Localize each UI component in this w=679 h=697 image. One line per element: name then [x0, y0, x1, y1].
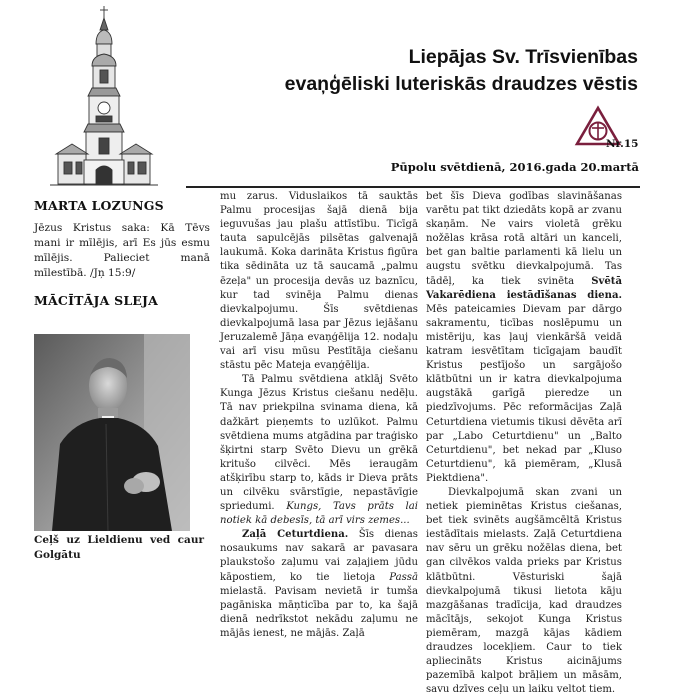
article-column-2 [220, 190, 418, 641]
col3-p1-rest: Mēs pateicamies Dievam par dārgo sakramentu, ticības noslēpumu un mistēriju, kas ļauj vienkāršā veidā katram iesvētītam ticīgajam baudīt Kristus pestījošo un sargājošo klātbūtni un ir katra dievkalpojuma augstākā garīgā pieredze un piedzīvojums. Pēc reformācijas Zaļā Ceturtdiena vietumis tikusi dēvēta arī par „Labo Ceturtdienu" un „Balto Ceturtdienu", bet nekad par „Kluso Ceturtdienu", kā piemēram, „Klusā Piektdiena". [426, 303, 622, 484]
pastor-photo [34, 334, 190, 531]
col3-p1-text: bet šīs Dieva godības slavināšanas varētu pat tikt dziedāts kopā ar zvanu skaņām. Ne vairs violetā grēku nožēlas krāsa rotā altāri un kanceli, bet gan baltie parlamenti kā lielu un augstu svētku dievkalpojumā. Tas tādēļ, ka tiek svinēta [426, 191, 622, 287]
lozungs-heading: MARTA LOZUNGS [34, 198, 164, 213]
col2-p3-italic: Passā [389, 571, 418, 583]
header-rule [186, 186, 640, 188]
col2-p2-italic: Kungs, Tavs prāts lai notiek kā debesīs, tā arī virs zemes... [220, 501, 418, 527]
lozungs-text: Jēzus Kristus saka: Kā Tēvs mani ir mīlējis, arī Es jūs esmu mīlējis. Palieciet manā mīlestībā. /Jņ 15:9/ [34, 222, 210, 279]
col2-paragraph-2 [220, 373, 418, 528]
photo-caption: Ceļš uz Lieldienu ved caur Golgātu [34, 534, 204, 561]
col2-p3-lead: Zaļā Ceturtdiena. [242, 529, 349, 541]
col2-p3-text: Šīs dienas nosaukums nav sakarā ar pavasara plaukstošo zaļumu vai zaļajiem jūdu kāpostiem, ko tie lietoja [220, 529, 418, 583]
col2-p2-text: Tā Palmu svētdiena atklāj Svēto Kunga Jēzus Kristus ciešanu nedēļu. Tā nav priekpilna svinama diena, kā dažkārt pieņemts to uzlūkot. Palmu svētdiena mums atgādina par traģisko šķirtni starp Svēto Dievu un grēkā kritušo cilvēci. Mēs ieraugām atšķirību starp to, kāds ir Dieva prāts un cilvēku svārstīgie, nepastāvīgie spriedumi. [220, 374, 418, 513]
title-line-1: Liepājas Sv. Trīsvienības [408, 46, 638, 68]
col3-p1-bold: Svētā Vakarēdiena iestādīšanas diena. [426, 275, 622, 301]
article-column-3 [426, 190, 622, 697]
col3-paragraph-2: Dievkalpojumā skan zvani un netiek pieminētas Kristus ciešanas, bet tiek svinēts augšāmcēltā Kristus iestādītais mielasts. Zaļā Ceturtdiena nav sēru un grēku nožēlas diena, bet gan cilvēkos valda prieks par Kristus klātbūtni. Vēsturiski šajā dievkalpojumā tikusi lietota kāju mazgāšanas tradīcija, kad draudzes mācītājs, sekojot Kunga Kristus piemēram, mazgā kājas kādiem draudzes locekļiem. Caur to tiek apliecināts Kristus aicinājums pazemībā kalpot brāļiem un māsām, savu dzīves ceļu un laiku veltot tiem. [426, 486, 622, 696]
issue-date: Pūpolu svētdienā, 2016.gada 20.martā [390, 160, 639, 174]
church-tower-illustration [44, 4, 164, 190]
col2-p3-rest: mielastā. Pavisam nevietā ir tumša pagāniska māņticība par to, ka šajā dienā nedrīkstot nekādu zaļumu ne mājās ienest, ne mājās. Zaļā [220, 585, 418, 639]
col2-paragraph-3 [220, 528, 418, 641]
col2-paragraph-1: mu zarus. Viduslaikos tā sauktās Palmu procesijas šajā dienā bija ieguvušas jau plašu attīstību. Ticīgā tauta sapulcējās pilsētas galvenajā laukumā. Koka darināta Kristus figūra tika sēdināta uz tā saucamā „palmu ēzeļa" un procesija devās uz baznīcu, kur tad svinēja Palmu dienas dievkalpojumu. Šīs svētdienas dievkalpojumā lasa par Jēzus iejāšanu Jeruzalemē Jāņa evaņģēlija 12. nodaļu vai arī visu mūsu Pestītāja ciešanu stāstu pēc Mateja evaņģēlija. [220, 191, 418, 372]
sidebar-column [34, 198, 210, 316]
issue-number: Nr.15 [606, 138, 639, 150]
newsletter-title [186, 44, 638, 98]
pastor-column-heading: MĀCĪTĀJA SLEJA [34, 293, 159, 308]
title-line-2: evaņģēliski luteriskās draudzes vēstis [284, 73, 638, 95]
col3-paragraph-1 [426, 190, 622, 486]
